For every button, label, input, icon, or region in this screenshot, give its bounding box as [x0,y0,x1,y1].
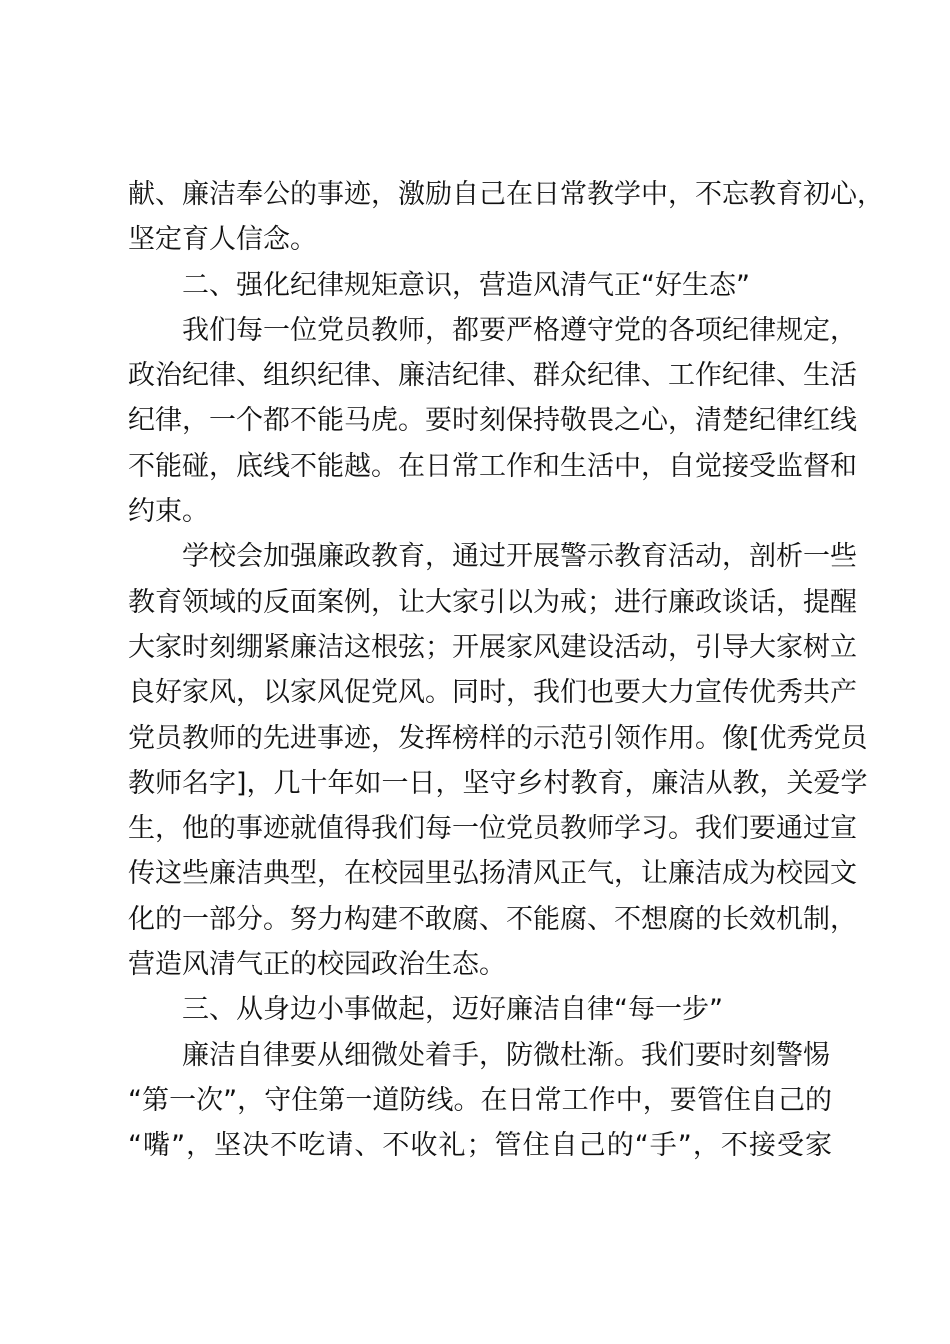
paragraph-line: 学校会加强廉政教育，通过开展警示教育活动，剖析一些 [182,541,857,573]
paragraph-line: 廉洁自律要从细微处着手，防微杜渐。我们要时刻警惕 [182,1039,830,1071]
paragraph-line: “嘴”，坚决不吃请、不收礼；管住自己的“手”，不接受家 [128,1130,832,1162]
paragraph-line: 坚定育人信念。 [128,224,317,256]
paragraph-line: 党员教师的先进事迹，发挥榜样的示范引领作用。像[优秀党员 [128,722,868,754]
paragraph-line: 化的一部分。努力构建不敢腐、不能腐、不想腐的长效机制， [128,903,857,935]
paragraph-line: 营造风清气正的校园政治生态。 [128,949,506,981]
document-body [128,172,884,1169]
paragraph-line: 献、廉洁奉公的事迹，激励自己在日常教学中，不忘教育初心， [128,179,884,210]
paragraph-line: 生，他的事迹就值得我们每一位党员教师学习。我们要通过宣 [128,813,857,845]
section-heading-3: 三、从身边小事做起，迈好廉洁自律“每一步” [182,994,723,1026]
paragraph-line: 纪律，一个都不能马虎。要时刻保持敬畏之心，清楚纪律红线 [128,405,857,437]
paragraph-line: 教育领域的反面案例，让大家引以为戒；进行廉政谈话，提醒 [128,586,857,618]
paragraph-line: 良好家风，以家风促党风。同时，我们也要大力宣传优秀共产 [128,677,857,709]
paragraph-line: 约束。 [128,496,209,528]
paragraph-line: 我们每一位党员教师，都要严格遵守党的各项纪律规定， [182,314,857,346]
paragraph-line: 不能碰，底线不能越。在日常工作和生活中，自觉接受监督和 [128,450,857,482]
paragraph-line: “第一次”，守住第一道防线。在日常工作中，要管住自己的 [128,1084,832,1116]
section-heading-2: 二、强化纪律规矩意识，营造风清气正“好生态” [182,269,750,301]
paragraph-line: 教师名字]，几十年如一日，坚守乡村教育，廉洁从教，关爱学 [128,767,868,799]
paragraph-line: 传这些廉洁典型，在校园里弘扬清风正气，让廉洁成为校园文 [128,858,857,890]
paragraph-line: 政治纪律、组织纪律、廉洁纪律、群众纪律、工作纪律、生活 [128,360,857,392]
paragraph-line: 大家时刻绷紧廉洁这根弦；开展家风建设活动，引导大家树立 [128,631,857,663]
